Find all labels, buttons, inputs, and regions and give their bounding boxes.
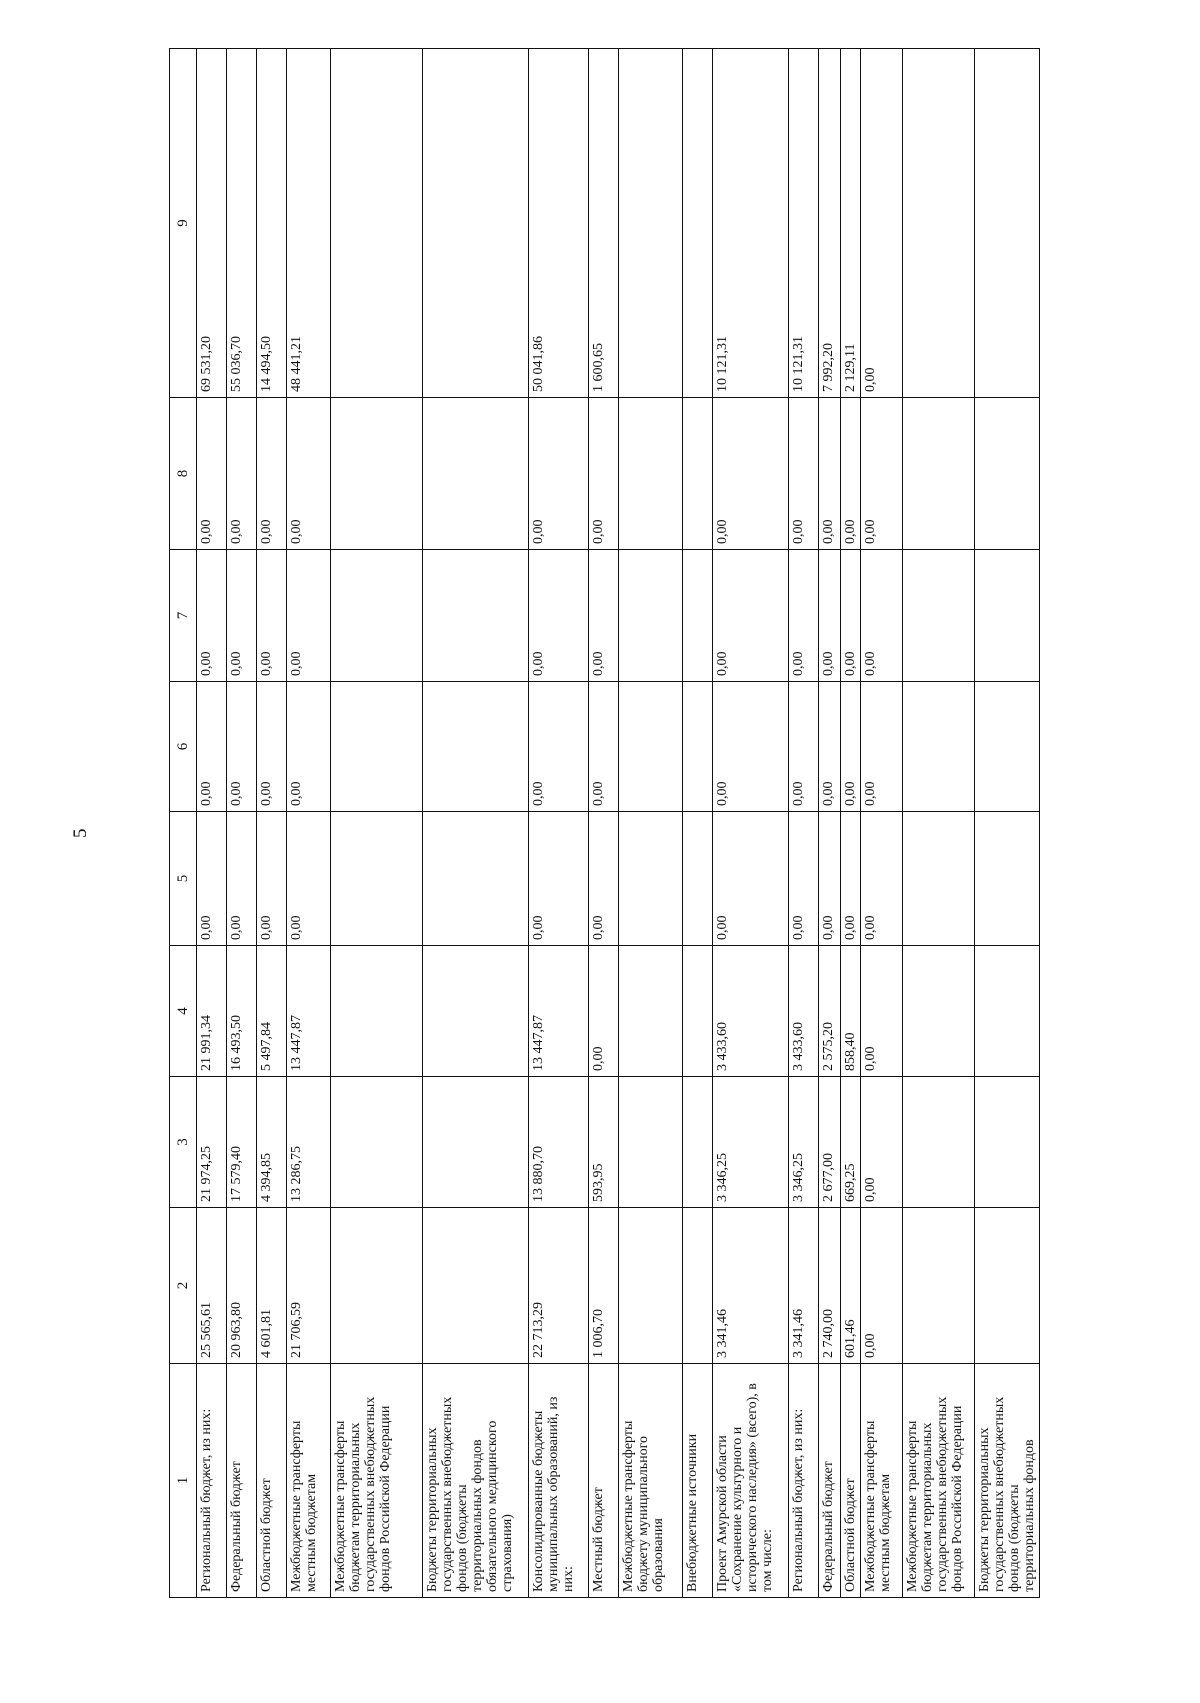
table-cell: 21 706,59 — [287, 1208, 331, 1364]
table-cell — [683, 1208, 713, 1364]
table-cell: 10 121,31 — [789, 49, 819, 398]
table-cell: 0,00 — [257, 398, 287, 550]
table-cell: 0,00 — [861, 1077, 903, 1208]
table-body — [197, 49, 1040, 1598]
column-header-row — [170, 49, 197, 1598]
table-cell — [903, 550, 975, 682]
table-cell — [683, 946, 713, 1077]
column-header: 2 — [170, 1208, 197, 1364]
table-cell: 0,00 — [713, 812, 789, 946]
table-row — [903, 49, 975, 1598]
table-cell — [331, 682, 423, 812]
table-row — [529, 49, 589, 1598]
table-cell: 10 121,31 — [713, 49, 789, 398]
table-cell: 0,00 — [861, 682, 903, 812]
table-cell: 0,00 — [257, 682, 287, 812]
table-cell: 7 992,20 — [819, 49, 841, 398]
table-cell — [331, 550, 423, 682]
table-cell — [619, 1077, 683, 1208]
table-cell: 0,00 — [197, 550, 227, 682]
table-row — [819, 49, 841, 1598]
table-cell: 2 129,11 — [841, 49, 861, 398]
table-cell: 0,00 — [227, 550, 257, 682]
table-cell — [619, 812, 683, 946]
table-cell — [423, 682, 529, 812]
table-cell: 0,00 — [841, 550, 861, 682]
table-cell — [331, 49, 423, 398]
table-cell: 601,46 — [841, 1208, 861, 1364]
row-label: Федеральный бюджет — [227, 1364, 257, 1598]
table-cell: 0,00 — [861, 1208, 903, 1364]
table-cell — [975, 682, 1040, 812]
table-cell: 0,00 — [789, 550, 819, 682]
table-cell: 69 531,20 — [197, 49, 227, 398]
table-cell: 50 041,86 — [529, 49, 589, 398]
table-cell: 0,00 — [197, 812, 227, 946]
row-label: Проект Амурской области «Сохранение культурного и исторического наследия» (всего), в том числе: — [713, 1364, 789, 1598]
table-cell — [619, 1208, 683, 1364]
column-header: 6 — [170, 682, 197, 812]
table-cell: 0,00 — [819, 812, 841, 946]
table-cell — [975, 1077, 1040, 1208]
row-label: Областной бюджет — [841, 1364, 861, 1598]
table-cell — [975, 398, 1040, 550]
table-row — [975, 49, 1040, 1598]
table-cell: 0,00 — [197, 398, 227, 550]
table-cell: 0,00 — [789, 682, 819, 812]
table-row — [841, 49, 861, 1598]
table-cell: 17 579,40 — [227, 1077, 257, 1208]
row-label: Местный бюджет — [589, 1364, 619, 1598]
table-cell — [975, 49, 1040, 398]
table-cell: 13 447,87 — [529, 946, 589, 1077]
table-row — [713, 49, 789, 1598]
table-row — [257, 49, 287, 1598]
table-cell: 14 494,50 — [257, 49, 287, 398]
table-cell — [423, 550, 529, 682]
table-cell: 13 880,70 — [529, 1077, 589, 1208]
table-row — [423, 49, 529, 1598]
table-cell: 0,00 — [589, 682, 619, 812]
rotated-table-container — [169, 49, 1135, 1598]
row-label: Межбюджетные трансферты местным бюджетам — [861, 1364, 903, 1598]
table-cell: 2 677,00 — [819, 1077, 841, 1208]
table-cell — [619, 49, 683, 398]
table-cell: 3 433,60 — [713, 946, 789, 1077]
column-header: 3 — [170, 1077, 197, 1208]
table-cell: 0,00 — [589, 550, 619, 682]
table-cell: 25 565,61 — [197, 1208, 227, 1364]
table-cell — [683, 1077, 713, 1208]
column-header: 4 — [170, 946, 197, 1077]
row-label: Консолидированные бюджеты муниципальных образований, из них: — [529, 1364, 589, 1598]
table-cell — [683, 682, 713, 812]
table-cell — [903, 398, 975, 550]
table-cell: 0,00 — [227, 398, 257, 550]
table-cell: 0,00 — [227, 682, 257, 812]
table-cell: 5 497,84 — [257, 946, 287, 1077]
table-cell — [975, 1208, 1040, 1364]
table-cell — [975, 812, 1040, 946]
table-cell: 4 394,85 — [257, 1077, 287, 1208]
table-cell — [331, 398, 423, 550]
table-cell — [423, 1208, 529, 1364]
table-cell — [975, 550, 1040, 682]
table-cell: 0,00 — [861, 398, 903, 550]
row-label: Региональный бюджет, из них: — [789, 1364, 819, 1598]
row-label: Межбюджетные трансферты бюджетам территориальных государственных внебюджетных фондов Российской Федерации — [331, 1364, 423, 1598]
table-row — [861, 49, 903, 1598]
table-cell — [903, 682, 975, 812]
table-cell: 0,00 — [529, 682, 589, 812]
table-cell: 0,00 — [819, 682, 841, 812]
table-cell: 16 493,50 — [227, 946, 257, 1077]
table-row — [331, 49, 423, 1598]
table-cell: 20 963,80 — [227, 1208, 257, 1364]
table-cell — [619, 946, 683, 1077]
table-cell — [331, 1077, 423, 1208]
table-cell: 3 341,46 — [789, 1208, 819, 1364]
table-cell: 22 713,29 — [529, 1208, 589, 1364]
table-row — [589, 49, 619, 1598]
table-cell — [903, 946, 975, 1077]
column-header: 1 — [170, 1364, 197, 1598]
table-row — [197, 49, 227, 1598]
table-cell — [683, 49, 713, 398]
table-cell: 0,00 — [789, 398, 819, 550]
row-label: Межбюджетные трансферты местным бюджетам — [287, 1364, 331, 1598]
page-number: 5 — [70, 828, 91, 838]
table-cell: 0,00 — [529, 550, 589, 682]
table-cell: 0,00 — [287, 682, 331, 812]
row-label: Областной бюджет — [257, 1364, 287, 1598]
table-cell: 0,00 — [841, 812, 861, 946]
row-label: Бюджеты территориальных государственных внебюджетных фондов (бюджеты территориальных фондов — [975, 1364, 1040, 1598]
table-cell: 55 036,70 — [227, 49, 257, 398]
table-cell: 0,00 — [819, 550, 841, 682]
table-cell — [683, 812, 713, 946]
table-cell: 0,00 — [789, 812, 819, 946]
table-cell: 2 740,00 — [819, 1208, 841, 1364]
table-cell — [331, 1208, 423, 1364]
table-cell — [903, 812, 975, 946]
table-cell: 0,00 — [257, 550, 287, 682]
table-cell: 0,00 — [589, 398, 619, 550]
table-cell: 0,00 — [841, 682, 861, 812]
table-cell: 0,00 — [257, 812, 287, 946]
table-cell: 0,00 — [713, 398, 789, 550]
table-cell: 1 006,70 — [589, 1208, 619, 1364]
table-cell: 858,40 — [841, 946, 861, 1077]
table-cell — [619, 550, 683, 682]
budget-table — [169, 48, 1040, 1598]
column-header: 8 — [170, 398, 197, 550]
table-cell — [683, 398, 713, 550]
table-cell: 0,00 — [861, 812, 903, 946]
column-header: 5 — [170, 812, 197, 946]
table-cell — [423, 812, 529, 946]
table-cell: 13 447,87 — [287, 946, 331, 1077]
row-label: Межбюджетные трансферты бюджетам территориальных государственных внебюджетных фондов Российской Федерации — [903, 1364, 975, 1598]
table-cell: 3 346,25 — [713, 1077, 789, 1208]
table-cell: 3 346,25 — [789, 1077, 819, 1208]
table-cell: 669,25 — [841, 1077, 861, 1208]
table-row — [227, 49, 257, 1598]
table-cell — [331, 812, 423, 946]
table-cell: 0,00 — [287, 550, 331, 682]
table-cell — [683, 550, 713, 682]
table-cell: 1 600,65 — [589, 49, 619, 398]
row-label: Бюджеты территориальных государственных внебюджетных фондов (бюджеты территориальных фондов обязательного медицинского страхования) — [423, 1364, 529, 1598]
table-cell: 0,00 — [841, 398, 861, 550]
column-header: 7 — [170, 550, 197, 682]
table-cell: 0,00 — [713, 682, 789, 812]
table-row — [683, 49, 713, 1598]
table-cell — [423, 49, 529, 398]
table-cell — [619, 398, 683, 550]
table-cell — [423, 398, 529, 550]
row-label: Федеральный бюджет — [819, 1364, 841, 1598]
row-label: Внебюджетные источники — [683, 1364, 713, 1598]
table-cell: 0,00 — [861, 49, 903, 398]
table-cell — [423, 946, 529, 1077]
table-cell — [619, 682, 683, 812]
table-cell: 48 441,21 — [287, 49, 331, 398]
table-cell: 2 575,20 — [819, 946, 841, 1077]
table-cell: 0,00 — [819, 398, 841, 550]
table-cell — [903, 1077, 975, 1208]
table-cell — [903, 49, 975, 398]
table-row — [287, 49, 331, 1598]
table-row — [619, 49, 683, 1598]
table-cell: 13 286,75 — [287, 1077, 331, 1208]
table-cell: 0,00 — [197, 682, 227, 812]
table-cell: 21 974,25 — [197, 1077, 227, 1208]
table-cell: 21 991,34 — [197, 946, 227, 1077]
table-cell — [903, 1208, 975, 1364]
table-cell: 0,00 — [589, 812, 619, 946]
table-cell: 0,00 — [589, 946, 619, 1077]
table-cell: 593,95 — [589, 1077, 619, 1208]
row-label: Региональный бюджет, из них: — [197, 1364, 227, 1598]
table-cell: 0,00 — [227, 812, 257, 946]
table-cell: 0,00 — [529, 812, 589, 946]
table-cell — [423, 1077, 529, 1208]
table-cell — [975, 946, 1040, 1077]
table-cell: 0,00 — [287, 398, 331, 550]
table-cell: 0,00 — [529, 398, 589, 550]
table-cell: 0,00 — [287, 812, 331, 946]
column-header: 9 — [170, 49, 197, 398]
table-cell: 4 601,81 — [257, 1208, 287, 1364]
table-cell: 3 433,60 — [789, 946, 819, 1077]
table-row — [789, 49, 819, 1598]
table-cell: 0,00 — [861, 946, 903, 1077]
table-cell: 0,00 — [713, 550, 789, 682]
table-cell: 0,00 — [861, 550, 903, 682]
table-cell — [331, 946, 423, 1077]
row-label: Межбюджетные трансферты бюджету муниципального образования — [619, 1364, 683, 1598]
table-cell: 3 341,46 — [713, 1208, 789, 1364]
